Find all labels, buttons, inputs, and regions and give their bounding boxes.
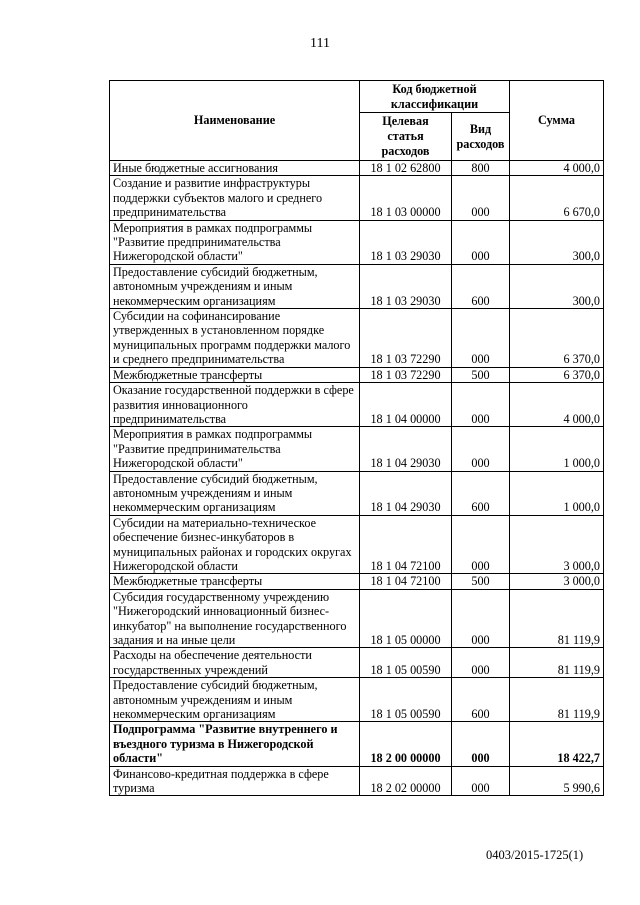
row-expense-type: 600 — [452, 678, 510, 722]
row-sum: 6 370,0 — [510, 309, 604, 368]
row-expense-type: 500 — [452, 367, 510, 382]
table-row — [110, 471, 604, 515]
row-expense-type: 000 — [452, 648, 510, 678]
row-expense-type: 600 — [452, 471, 510, 515]
row-sum: 3 000,0 — [510, 574, 604, 589]
table-row — [110, 383, 604, 427]
table-row — [110, 722, 604, 766]
row-target-code: 18 1 03 72290 — [360, 309, 452, 368]
table-row — [110, 367, 604, 382]
row-expense-type: 000 — [452, 176, 510, 220]
row-target-code: 18 1 03 72290 — [360, 367, 452, 382]
table-row — [110, 161, 604, 176]
row-expense-type: 000 — [452, 383, 510, 427]
budget-table — [109, 80, 604, 796]
row-target-code: 18 1 04 29030 — [360, 471, 452, 515]
row-name: Межбюджетные трансферты — [110, 367, 360, 382]
row-target-code: 18 1 03 00000 — [360, 176, 452, 220]
row-name: Субсидии на софинансирование утвержденных в установленном порядке муниципальных программ поддержки малого и среднего предпринимательства — [110, 309, 360, 368]
row-sum: 3 000,0 — [510, 515, 604, 574]
row-name: Финансово-кредитная поддержка в сфере туризма — [110, 766, 360, 796]
row-expense-type: 000 — [452, 427, 510, 471]
row-expense-type: 800 — [452, 161, 510, 176]
row-name: Оказание государственной поддержки в сфере развития инновационного предпринимательства — [110, 383, 360, 427]
table-row — [110, 678, 604, 722]
row-sum: 300,0 — [510, 264, 604, 308]
header-expense-type: Вид расходов — [452, 113, 510, 161]
row-expense-type: 000 — [452, 515, 510, 574]
row-name: Межбюджетные трансферты — [110, 574, 360, 589]
row-name: Иные бюджетные ассигнования — [110, 161, 360, 176]
page-number: 111 — [310, 36, 330, 51]
header-name: Наименование — [110, 81, 360, 161]
table-row — [110, 515, 604, 574]
row-sum: 81 119,9 — [510, 678, 604, 722]
table-row — [110, 648, 604, 678]
row-target-code: 18 1 02 62800 — [360, 161, 452, 176]
header-target: Целевая статья расходов — [360, 113, 452, 161]
row-name: Подпрограмма "Развитие внутреннего и въездного туризма в Нижегородской области" — [110, 722, 360, 766]
row-expense-type: 000 — [452, 309, 510, 368]
row-sum: 4 000,0 — [510, 161, 604, 176]
row-expense-type: 600 — [452, 264, 510, 308]
header-sum: Сумма — [510, 81, 604, 161]
row-expense-type: 000 — [452, 722, 510, 766]
row-sum: 5 990,6 — [510, 766, 604, 796]
row-name: Создание и развитие инфраструктуры поддержки субъектов малого и среднего предпринимательства — [110, 176, 360, 220]
table-row — [110, 427, 604, 471]
row-name: Мероприятия в рамках подпрограммы "Развитие предпринимательства Нижегородской области" — [110, 427, 360, 471]
row-expense-type: 000 — [452, 589, 510, 648]
row-sum: 81 119,9 — [510, 648, 604, 678]
row-target-code: 18 2 00 00000 — [360, 722, 452, 766]
header-code-group: Код бюджетной классификации — [360, 81, 510, 113]
table-row — [110, 220, 604, 264]
row-name: Расходы на обеспечение деятельности государственных учреждений — [110, 648, 360, 678]
row-name: Предоставление субсидий бюджетным, автономным учреждениям и иным некоммерческим организациям — [110, 264, 360, 308]
document-code: 0403/2015-1725(1) — [486, 848, 584, 862]
row-target-code: 18 1 05 00590 — [360, 648, 452, 678]
row-target-code: 18 1 03 29030 — [360, 264, 452, 308]
row-target-code: 18 1 04 00000 — [360, 383, 452, 427]
row-name: Субсидии на материально-техническое обеспечение бизнес-инкубаторов в муниципальных районах и городских округах Нижегородской области — [110, 515, 360, 574]
row-target-code: 18 1 04 72100 — [360, 574, 452, 589]
row-sum: 18 422,7 — [510, 722, 604, 766]
row-target-code: 18 2 02 00000 — [360, 766, 452, 796]
table-row — [110, 264, 604, 308]
row-sum: 1 000,0 — [510, 471, 604, 515]
table-row — [110, 589, 604, 648]
row-sum: 1 000,0 — [510, 427, 604, 471]
row-expense-type: 000 — [452, 220, 510, 264]
row-sum: 81 119,9 — [510, 589, 604, 648]
row-sum: 300,0 — [510, 220, 604, 264]
row-target-code: 18 1 05 00000 — [360, 589, 452, 648]
table-row — [110, 176, 604, 220]
table-row — [110, 766, 604, 796]
row-target-code: 18 1 04 29030 — [360, 427, 452, 471]
row-sum: 6 670,0 — [510, 176, 604, 220]
row-name: Мероприятия в рамках подпрограммы "Развитие предпринимательства Нижегородской области" — [110, 220, 360, 264]
row-target-code: 18 1 03 29030 — [360, 220, 452, 264]
row-sum: 6 370,0 — [510, 367, 604, 382]
row-target-code: 18 1 05 00590 — [360, 678, 452, 722]
row-name: Субсидия государственному учреждению "Нижегородский инновационный бизнес-инкубатор" на выполнение государственного задания и на иные цели — [110, 589, 360, 648]
row-expense-type: 000 — [452, 766, 510, 796]
row-expense-type: 500 — [452, 574, 510, 589]
row-name: Предоставление субсидий бюджетным, автономным учреждениям и иным некоммерческим организациям — [110, 678, 360, 722]
row-target-code: 18 1 04 72100 — [360, 515, 452, 574]
row-sum: 4 000,0 — [510, 383, 604, 427]
table-row — [110, 309, 604, 368]
row-name: Предоставление субсидий бюджетным, автономным учреждениям и иным некоммерческим организациям — [110, 471, 360, 515]
table-row — [110, 574, 604, 589]
